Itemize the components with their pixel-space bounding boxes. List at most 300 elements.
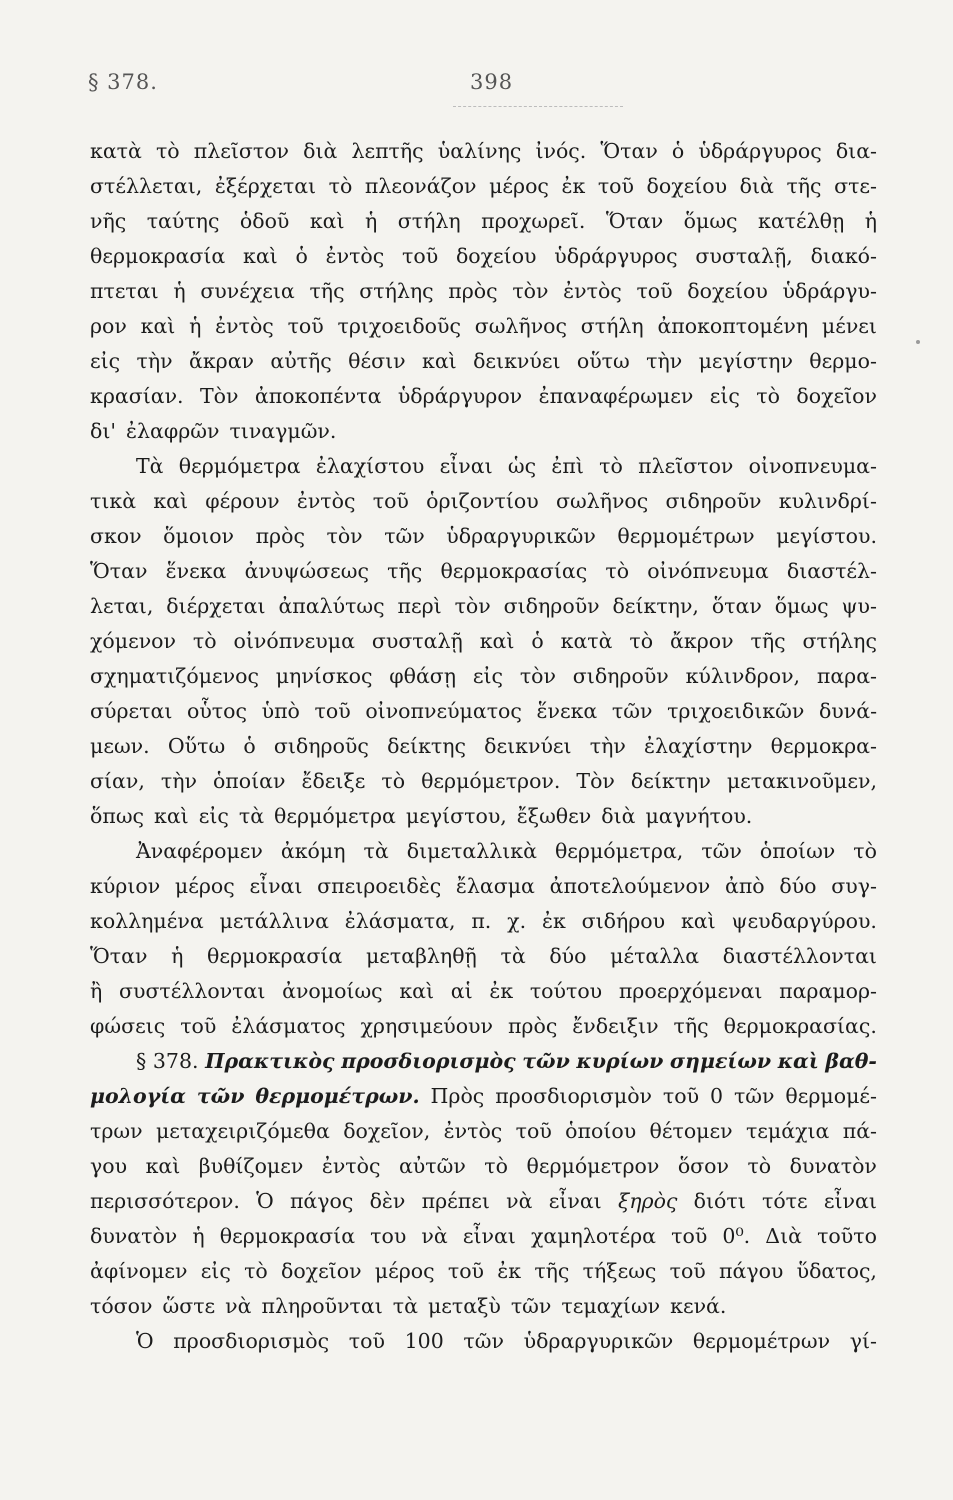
word: διὰ bbox=[739, 174, 774, 198]
word: ὁριζοντίου bbox=[426, 489, 539, 513]
word: ὁ bbox=[243, 734, 256, 758]
text-line bbox=[90, 974, 877, 1009]
word: ὑδραργυρικῶν bbox=[523, 1329, 674, 1353]
word: εἰς bbox=[709, 384, 740, 408]
word: ἐπαναφέρωμεν bbox=[538, 384, 694, 408]
word: 378. bbox=[152, 1049, 199, 1073]
word: ἐλαχίστου bbox=[315, 454, 425, 478]
word: τὸν bbox=[519, 664, 556, 688]
word: κυρίων bbox=[576, 1049, 664, 1073]
word: τὸ bbox=[756, 384, 780, 408]
word: ἐντὸς bbox=[325, 244, 385, 268]
word: προσδιορισμὸν bbox=[495, 1084, 652, 1108]
word: τοῦ bbox=[372, 489, 409, 513]
word: δύο bbox=[549, 944, 587, 968]
text-line bbox=[90, 939, 877, 974]
word: Ἀναφέρομεν bbox=[136, 839, 263, 863]
word: θερμόμετρα bbox=[274, 804, 396, 828]
word: τούτου bbox=[529, 979, 603, 1003]
text-line bbox=[90, 1184, 877, 1219]
word: τῆς bbox=[387, 559, 423, 583]
word: σωλῆνος bbox=[555, 489, 649, 513]
word: σχηματιζόμενος bbox=[90, 664, 259, 688]
word: τοῦ bbox=[597, 174, 634, 198]
word: τὸ bbox=[192, 629, 217, 653]
word: στήλη bbox=[580, 314, 644, 338]
word: τῶν bbox=[733, 1084, 775, 1108]
word: ἕνεκα bbox=[536, 699, 598, 723]
text-line bbox=[90, 869, 877, 904]
word: κυλινδρί- bbox=[778, 489, 877, 513]
word: θερμόμετρα, bbox=[554, 839, 684, 863]
word: νὰ bbox=[506, 1189, 533, 1213]
word: δυνατὸν bbox=[90, 1224, 178, 1248]
word: πλεῖστον bbox=[638, 454, 734, 478]
word: σωλῆνος bbox=[474, 314, 568, 338]
word: σίαν, bbox=[90, 769, 145, 793]
word: θέτομεν bbox=[649, 1119, 733, 1143]
text-line bbox=[90, 1324, 877, 1359]
word: νὰ bbox=[421, 1224, 448, 1248]
word: ἀνομοίως bbox=[282, 979, 383, 1003]
text-line bbox=[90, 239, 877, 274]
word: δοχεῖον bbox=[280, 1259, 362, 1283]
text-line bbox=[90, 449, 877, 484]
word: καὶ bbox=[479, 629, 515, 653]
word: εἰς bbox=[200, 1259, 231, 1283]
word: μέρος bbox=[374, 1259, 435, 1283]
word: ὥστε bbox=[162, 1294, 216, 1318]
word: τῶν bbox=[611, 699, 653, 723]
word: διὰ bbox=[303, 139, 338, 163]
word: τῶν bbox=[384, 524, 425, 548]
word: Ὅταν bbox=[605, 209, 664, 233]
word: διαστέλ- bbox=[786, 559, 877, 583]
word: τὴν bbox=[136, 349, 173, 373]
margin-dot bbox=[916, 340, 920, 344]
word: ὅπως bbox=[90, 804, 145, 828]
word: πληροῦνται bbox=[261, 1294, 383, 1318]
word: νὰ bbox=[225, 1294, 252, 1318]
word: ἐντὸς bbox=[296, 489, 356, 513]
word: Ὅταν bbox=[90, 944, 148, 968]
word: ὁ bbox=[531, 629, 544, 653]
word: σημείων bbox=[669, 1049, 772, 1073]
word: ἡ bbox=[173, 279, 186, 303]
word: μετάλλινα bbox=[219, 909, 329, 933]
word: θερμόμετρον bbox=[526, 1154, 660, 1178]
word: ἀπαλύτως bbox=[278, 594, 385, 618]
word: σιδηροῦν bbox=[572, 664, 669, 688]
word: ὕδατος, bbox=[796, 1259, 877, 1283]
text-line bbox=[90, 1219, 877, 1254]
word: προχωρεῖ. bbox=[481, 209, 586, 233]
word: τῆς bbox=[750, 629, 786, 653]
word: διαστέλλονται bbox=[722, 944, 877, 968]
word: Διὰ bbox=[765, 1224, 802, 1248]
word: συστέλλονται bbox=[118, 979, 266, 1003]
word: καὶ bbox=[145, 1154, 181, 1178]
section-reference: § 378. bbox=[88, 70, 158, 94]
word: ὅταν bbox=[711, 594, 762, 618]
word: κύριον bbox=[90, 874, 161, 898]
text-line bbox=[90, 204, 877, 239]
word: προσδιορισμὸς bbox=[341, 1049, 516, 1073]
word: τὰ bbox=[500, 944, 526, 968]
word: πά- bbox=[842, 1119, 877, 1143]
word: σύρεται bbox=[90, 699, 173, 723]
word: τὸν bbox=[512, 279, 549, 303]
word: δείκτης bbox=[387, 734, 466, 758]
word: ἢ bbox=[90, 979, 103, 1003]
word: ἐντὸς bbox=[321, 1154, 381, 1178]
word: θερμόμετρον. bbox=[421, 769, 561, 793]
word: ἡ bbox=[192, 1224, 205, 1248]
word: διότι bbox=[693, 1189, 746, 1213]
text-line bbox=[90, 484, 877, 519]
word: ὑπὸ bbox=[261, 699, 300, 723]
word: συσταλῇ, bbox=[695, 244, 793, 268]
text-line bbox=[90, 1044, 877, 1079]
word: κύλινδρον, bbox=[685, 664, 801, 688]
word: καὶ bbox=[243, 244, 278, 268]
word: ἐντὸς bbox=[443, 1119, 503, 1143]
word: πτεται bbox=[90, 279, 159, 303]
word: ὑδραργυρικῶν bbox=[446, 524, 596, 548]
word: φέρουν bbox=[205, 489, 280, 513]
word: 0 bbox=[710, 1084, 724, 1108]
word: φώσεις bbox=[90, 1014, 166, 1038]
word: σκον bbox=[90, 524, 142, 548]
word: συνέχεια bbox=[200, 279, 295, 303]
word: αὐτῆς bbox=[270, 349, 332, 373]
word: ἐντὸς bbox=[215, 314, 274, 338]
word: θερμοκρα- bbox=[770, 734, 877, 758]
word: δοχεῖον, bbox=[343, 1119, 431, 1143]
word: δοχείου bbox=[455, 244, 537, 268]
word: μετακινοῦμεν, bbox=[726, 769, 877, 793]
word: ἐλάσματα, bbox=[344, 909, 456, 933]
text-line bbox=[90, 414, 877, 449]
word: ἡ bbox=[864, 209, 877, 233]
word: τοῦ bbox=[669, 1259, 706, 1283]
word: ἀποκοπέντα bbox=[254, 384, 382, 408]
word: εἰς bbox=[472, 664, 504, 688]
word: τικὰ bbox=[90, 489, 137, 513]
word: 100 bbox=[404, 1329, 444, 1353]
word: εἰς bbox=[198, 804, 229, 828]
text-line bbox=[90, 1079, 877, 1114]
word: χόμενον bbox=[90, 629, 176, 653]
word: δείκτην bbox=[630, 769, 711, 793]
word: ὑαλίνης bbox=[437, 139, 522, 163]
word: ἐλαφρῶν bbox=[126, 419, 220, 443]
word: μεγίστην bbox=[698, 349, 793, 373]
word: ὅμοιον bbox=[163, 524, 235, 548]
word: Πρακτικὸς bbox=[205, 1049, 335, 1073]
word: οὗτος bbox=[187, 699, 247, 723]
word: χ. bbox=[507, 909, 527, 933]
word: οἰνόπνευμα bbox=[647, 559, 769, 583]
word: βυθίζομεν bbox=[198, 1154, 304, 1178]
word: τὰ bbox=[238, 804, 265, 828]
text-line bbox=[90, 799, 877, 834]
word: ἔξωθεν bbox=[516, 804, 592, 828]
word: ὁ bbox=[295, 244, 308, 268]
word: Πρὸς bbox=[430, 1084, 485, 1108]
word: αἱ bbox=[450, 979, 473, 1003]
word: κατέλθῃ bbox=[758, 209, 845, 233]
word: ἔλασμα bbox=[455, 874, 535, 898]
word: ἐλάσματος bbox=[231, 1014, 346, 1038]
word: μαγνήτου. bbox=[645, 804, 753, 828]
word: τοῦ bbox=[447, 1259, 485, 1283]
word: εἶναι bbox=[249, 874, 303, 898]
word: τὰ bbox=[363, 839, 389, 863]
word: ταύτης bbox=[146, 209, 220, 233]
word: καὶ bbox=[309, 209, 345, 233]
word: ἕνεκα bbox=[165, 559, 227, 583]
word: ἔδειξε bbox=[301, 769, 366, 793]
word: ἡ bbox=[189, 314, 202, 338]
word: θερμοκρασία bbox=[90, 244, 226, 268]
word: Ὁ bbox=[256, 1189, 274, 1213]
text-line bbox=[90, 1009, 877, 1044]
word: τοῦ bbox=[314, 699, 351, 723]
word: μηνίσκος bbox=[275, 664, 373, 688]
text-line bbox=[90, 1254, 877, 1289]
word: θερμομέτρων. bbox=[255, 1084, 420, 1108]
word: ἰνός. bbox=[535, 139, 587, 163]
word: ὑδράργυρος bbox=[698, 139, 822, 163]
word: δοχεῖον bbox=[796, 384, 877, 408]
word: τῶν bbox=[510, 1294, 552, 1318]
word: Ὁ bbox=[136, 1329, 154, 1353]
word: στέλλεται, bbox=[90, 174, 203, 198]
word: τοῦ bbox=[671, 1224, 708, 1248]
word: ἀποκοπτομένη bbox=[657, 314, 809, 338]
word: θερμομέτρων bbox=[692, 1329, 831, 1353]
word: πρέπει bbox=[421, 1189, 490, 1213]
word: δοχείου bbox=[646, 174, 728, 198]
word: τῶν bbox=[463, 1329, 504, 1353]
word: κενά. bbox=[670, 1294, 727, 1318]
word: θερμοκρασία bbox=[207, 944, 343, 968]
word: πλεῖστον bbox=[193, 139, 290, 163]
word: του bbox=[370, 1224, 407, 1248]
word: τῶν bbox=[701, 839, 742, 863]
word: ὅμως bbox=[774, 594, 829, 618]
word: τριχοειδοῦς bbox=[337, 314, 461, 338]
word: στε- bbox=[834, 174, 877, 198]
text-line bbox=[90, 169, 877, 204]
word: δοχείου bbox=[687, 279, 768, 303]
text-line bbox=[90, 134, 877, 169]
word: διμεταλλικὰ bbox=[406, 839, 537, 863]
word: πλεονάζον bbox=[364, 174, 477, 198]
word: ἀποτελούμενον bbox=[549, 874, 711, 898]
word: γου bbox=[90, 1154, 128, 1178]
word: ἡ bbox=[365, 209, 378, 233]
word: τήξεως bbox=[582, 1259, 657, 1283]
word: τοῦ bbox=[515, 1119, 552, 1143]
word: ὑδράργυρος bbox=[554, 244, 678, 268]
word: Ὅταν bbox=[90, 559, 148, 583]
word: βαθ- bbox=[825, 1049, 877, 1073]
word: ἐπὶ bbox=[551, 454, 584, 478]
word: τὸ bbox=[629, 629, 654, 653]
word: Τὸν bbox=[576, 769, 615, 793]
word: σπειροειδὲς bbox=[317, 874, 442, 898]
word: θερμομέ- bbox=[785, 1084, 877, 1108]
word: ὁδοῦ bbox=[239, 209, 290, 233]
word: ξηρὸς bbox=[617, 1189, 678, 1213]
word: τῆς bbox=[309, 279, 345, 303]
word: τότε bbox=[761, 1189, 808, 1213]
word: τῆς bbox=[534, 1259, 570, 1283]
word: διακό- bbox=[810, 244, 877, 268]
word: ὅσον bbox=[677, 1154, 729, 1178]
word: τὴν bbox=[160, 769, 197, 793]
word: ἐκ bbox=[489, 979, 514, 1003]
text-line bbox=[90, 659, 877, 694]
word: τὸ bbox=[328, 174, 353, 198]
word: καὶ bbox=[140, 314, 176, 338]
text-line bbox=[90, 694, 877, 729]
word: προερχόμεναι bbox=[618, 979, 763, 1003]
word: μέταλλα bbox=[610, 944, 700, 968]
word: ὑδράργυρον bbox=[397, 384, 523, 408]
word: οἰνόπνευμα bbox=[233, 629, 355, 653]
word: Οὕτω bbox=[167, 734, 226, 758]
word: θερμοκρασίας. bbox=[723, 1014, 877, 1038]
word: ἐντὸς bbox=[563, 279, 622, 303]
word: φθάσῃ bbox=[389, 664, 457, 688]
word: τῶν bbox=[196, 1084, 245, 1108]
word: ὅμως bbox=[683, 209, 738, 233]
word: μέρος bbox=[174, 874, 235, 898]
word: ἐλαχίστην bbox=[644, 734, 753, 758]
word: εἰς bbox=[90, 349, 121, 373]
word: κατὰ bbox=[560, 629, 613, 653]
word: μεγίστου, bbox=[405, 804, 507, 828]
word: τὸν bbox=[454, 594, 491, 618]
word: τὴν bbox=[646, 349, 683, 373]
word: αὐτῶν bbox=[398, 1154, 466, 1178]
text-line bbox=[90, 764, 877, 799]
word: πρὸς bbox=[507, 1014, 558, 1038]
text-line bbox=[90, 624, 877, 659]
text-line bbox=[90, 834, 877, 869]
word: διὰ bbox=[601, 804, 636, 828]
word: ἀνυψώσεως bbox=[244, 559, 369, 583]
word: ἀκόμη bbox=[280, 839, 346, 863]
word: δεικνύει bbox=[484, 734, 572, 758]
header-rule bbox=[453, 106, 623, 107]
word: καὶ bbox=[680, 909, 716, 933]
word: μολογία bbox=[90, 1084, 186, 1108]
text-line bbox=[90, 344, 877, 379]
word: τὰ bbox=[392, 1294, 418, 1318]
word: τοῦτο bbox=[817, 1224, 877, 1248]
word: παρα- bbox=[816, 664, 877, 688]
word: δεικνύει bbox=[473, 349, 561, 373]
word: τοῦ bbox=[348, 1329, 385, 1353]
word: μεων. bbox=[90, 734, 150, 758]
word: περισσότερον. bbox=[90, 1189, 240, 1213]
word: πρὸς bbox=[448, 279, 498, 303]
word: λεται, bbox=[90, 594, 154, 618]
word: π. bbox=[471, 909, 492, 933]
word: θερμο- bbox=[809, 349, 877, 373]
word: οὕτω bbox=[576, 349, 630, 373]
word: τῶν bbox=[522, 1049, 570, 1073]
word: συγ- bbox=[831, 874, 877, 898]
word: τὸ bbox=[484, 1154, 508, 1178]
word: § bbox=[136, 1049, 147, 1073]
word: τεμαχίων bbox=[561, 1294, 661, 1318]
text-line bbox=[90, 379, 877, 414]
word: καὶ bbox=[399, 979, 435, 1003]
text-line bbox=[90, 1149, 877, 1184]
word: θερμοκρασία bbox=[219, 1224, 356, 1248]
word: ἐκ bbox=[541, 909, 566, 933]
text-line bbox=[90, 309, 877, 344]
word: δείκτην, bbox=[612, 594, 699, 618]
text-line bbox=[90, 904, 877, 939]
word: στήλης bbox=[359, 279, 434, 303]
text-line bbox=[90, 519, 877, 554]
word: χαμηλοτέρα bbox=[530, 1224, 657, 1248]
word: ὁ bbox=[671, 139, 685, 163]
word: δὲν bbox=[369, 1189, 406, 1213]
word: δι' bbox=[90, 419, 117, 443]
word: τιναγμῶν. bbox=[229, 419, 337, 443]
word: τὸ bbox=[599, 454, 623, 478]
word: τοῦ bbox=[287, 314, 324, 338]
word: δυνά- bbox=[818, 699, 877, 723]
word: συσταλῇ bbox=[371, 629, 463, 653]
text-line bbox=[90, 554, 877, 589]
word: θερμόμετρα bbox=[178, 454, 301, 478]
word: τοῦ bbox=[402, 244, 439, 268]
word: διέρχεται bbox=[166, 594, 266, 618]
word: ἐξέρχεται bbox=[214, 174, 317, 198]
word: οἰνοπνεύματος bbox=[365, 699, 522, 723]
body-text bbox=[90, 134, 877, 1359]
word: τὸ bbox=[155, 139, 180, 163]
word: ὁποίων bbox=[759, 839, 836, 863]
word: εἶναι bbox=[823, 1189, 877, 1213]
word: ὡς bbox=[507, 454, 537, 478]
word: θέσιν bbox=[348, 349, 406, 373]
word: καὶ bbox=[422, 349, 457, 373]
word: οἰνοπνευμα- bbox=[748, 454, 877, 478]
text-line bbox=[90, 1114, 877, 1149]
word: γί- bbox=[849, 1329, 877, 1353]
word: τὴν bbox=[589, 734, 626, 758]
word: τὸ bbox=[853, 839, 877, 863]
word: ρον bbox=[90, 314, 127, 338]
word: ὁποίου bbox=[565, 1119, 637, 1143]
word: τὸ bbox=[747, 1154, 772, 1178]
page-number: 398 bbox=[470, 70, 514, 94]
word: θερμομέτρων bbox=[617, 524, 755, 548]
word: τρων bbox=[90, 1119, 143, 1143]
word: ἀπὸ bbox=[724, 874, 765, 898]
word: σιδηροῦν bbox=[665, 489, 762, 513]
word: θερμοκρασίας bbox=[440, 559, 588, 583]
